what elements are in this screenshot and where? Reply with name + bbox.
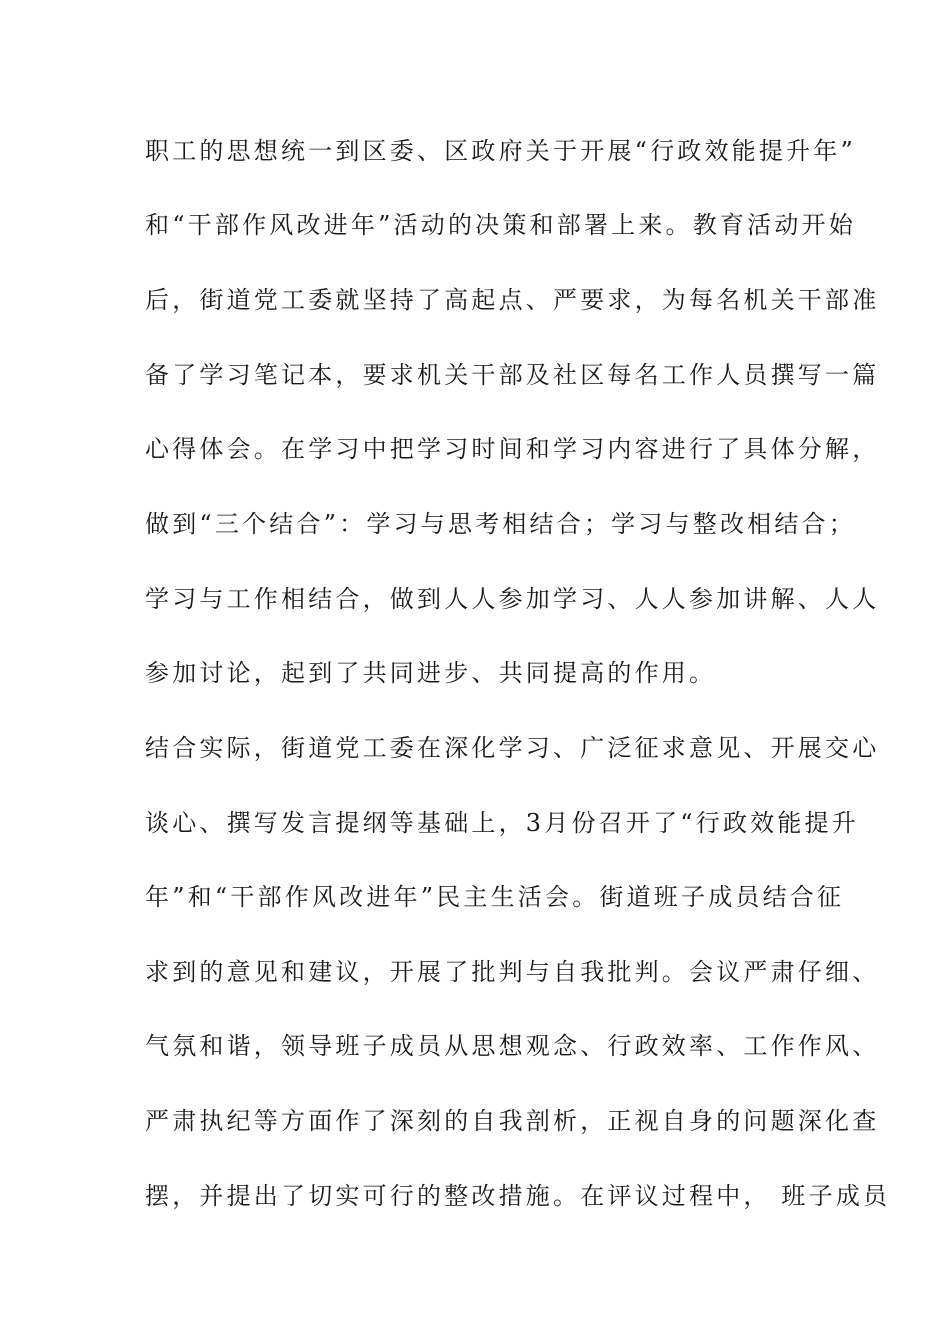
text-line: 做到“三个结合”：学习与思考相结合；学习与整改相结合； [145, 510, 856, 538]
text-line: 职工的思想统一到区委、区政府关于开展“行政效能提升年” [145, 137, 856, 165]
text-line: 备了学习笔记本，要求机关干部及社区每名工作人员撰写一篇 [145, 361, 880, 389]
text-line: 心得体会。在学习中把学习时间和学习内容进行了具体分解， [145, 435, 880, 463]
text-line: 谈心、撰写发言提纲等基础上，3月份召开了“行政效能提升 [145, 809, 859, 837]
text-line: 摆，并提出了切实可行的整改措施。在评议过程中， 班子成员 [145, 1182, 891, 1210]
text-line: 严肃执纪等方面作了深刻的自我剖析，正视自身的问题深化查 [145, 1107, 880, 1135]
text-line: 参加讨论，起到了共同进步、共同提高的作用。 [145, 659, 717, 687]
text-line: 气氛和谐，领导班子成员从思想观念、行政效率、工作作风、 [145, 1032, 880, 1060]
text-line: 结合实际，街道党工委在深化学习、广泛征求意见、开展交心 [145, 734, 880, 762]
text-line: 求到的意见和建议，开展了批判与自我批判。会议严肃仔细、 [145, 958, 880, 986]
text-line: 和“干部作风改进年”活动的决策和部署上来。教育活动开始 [145, 211, 856, 239]
text-line: 后，街道党工委就坚持了高起点、严要求，为每名机关干部准 [145, 286, 880, 314]
text-line: 年”和“干部作风改进年”民主生活会。街道班子成员结合征 [145, 883, 845, 911]
text-line: 学习与工作相结合，做到人人参加学习、人人参加讲解、人人 [145, 585, 880, 613]
